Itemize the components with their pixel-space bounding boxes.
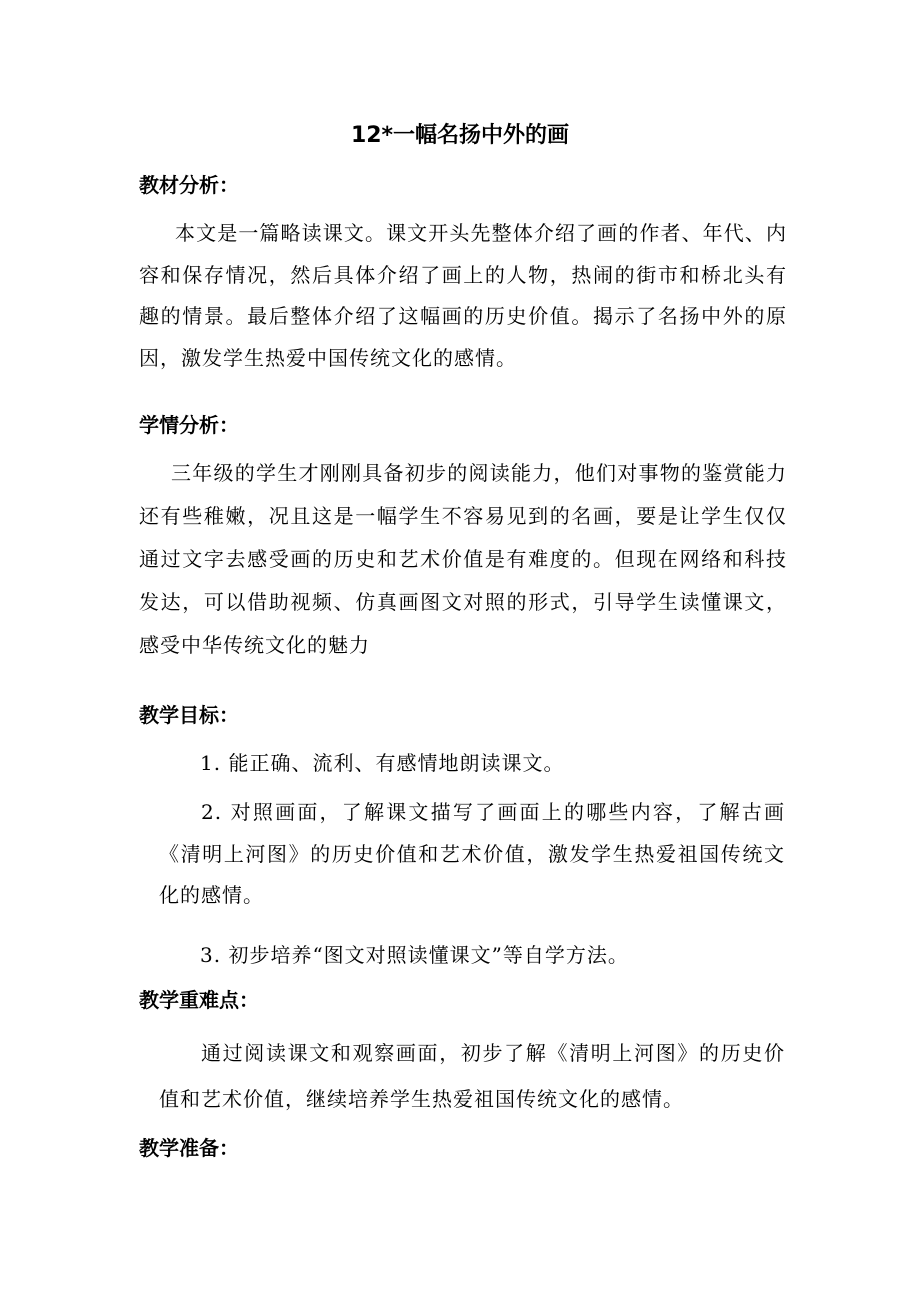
paragraph-key-points: 通过阅读课文和观察画面，初步了解《清明上河图》的历史价值和艺术价值，继续培养学生热爱祖国传统文化的感情。 — [159, 1041, 785, 1111]
document-title: 12*一幅名扬中外的画 — [350, 123, 570, 148]
heading-teaching-goals: 教学目标： — [139, 703, 239, 727]
goal-item-1: 1. 能正确、流利、有感情地朗读课文。 — [200, 751, 565, 775]
paragraph-material-analysis: 本文是一篇略读课文。课文开头先整体介绍了画的作者、年代、内容和保存情况，然后具体介绍了画上的人物，热闹的街市和桥北头有趣的情景。最后整体介绍了这幅画的历史价值。揭示了名扬中外的原因，激发学生热爱中国传统文化的感情。 — [139, 221, 787, 370]
heading-student-analysis: 学情分析： — [139, 413, 239, 437]
goal-item-3: 3. 初步培养“图文对照读懂课文”等自学方法。 — [200, 943, 629, 967]
heading-key-points: 教学重难点： — [139, 988, 259, 1012]
heading-teaching-preparation: 教学准备： — [139, 1136, 239, 1160]
goal-item-2: 2. 对照画面，了解课文描写了画面上的哪些内容，了解古画《清明上河图》的历史价值和艺术价值，激发学生热爱祖国传统文化的感情。 — [159, 800, 785, 907]
paragraph-student-analysis: 三年级的学生才刚刚具备初步的阅读能力，他们对事物的鉴赏能力还有些稚嫩，况且这是一幅学生不容易见到的名画，要是让学生仅仅通过文字去感受画的历史和艺术价值是有难度的。但现在网络和科技发达，可以借助视频、仿真画图文对照的形式，引导学生读懂课文，感受中华传统文化的魅力 — [139, 461, 787, 657]
heading-material-analysis: 教材分析： — [139, 173, 239, 197]
